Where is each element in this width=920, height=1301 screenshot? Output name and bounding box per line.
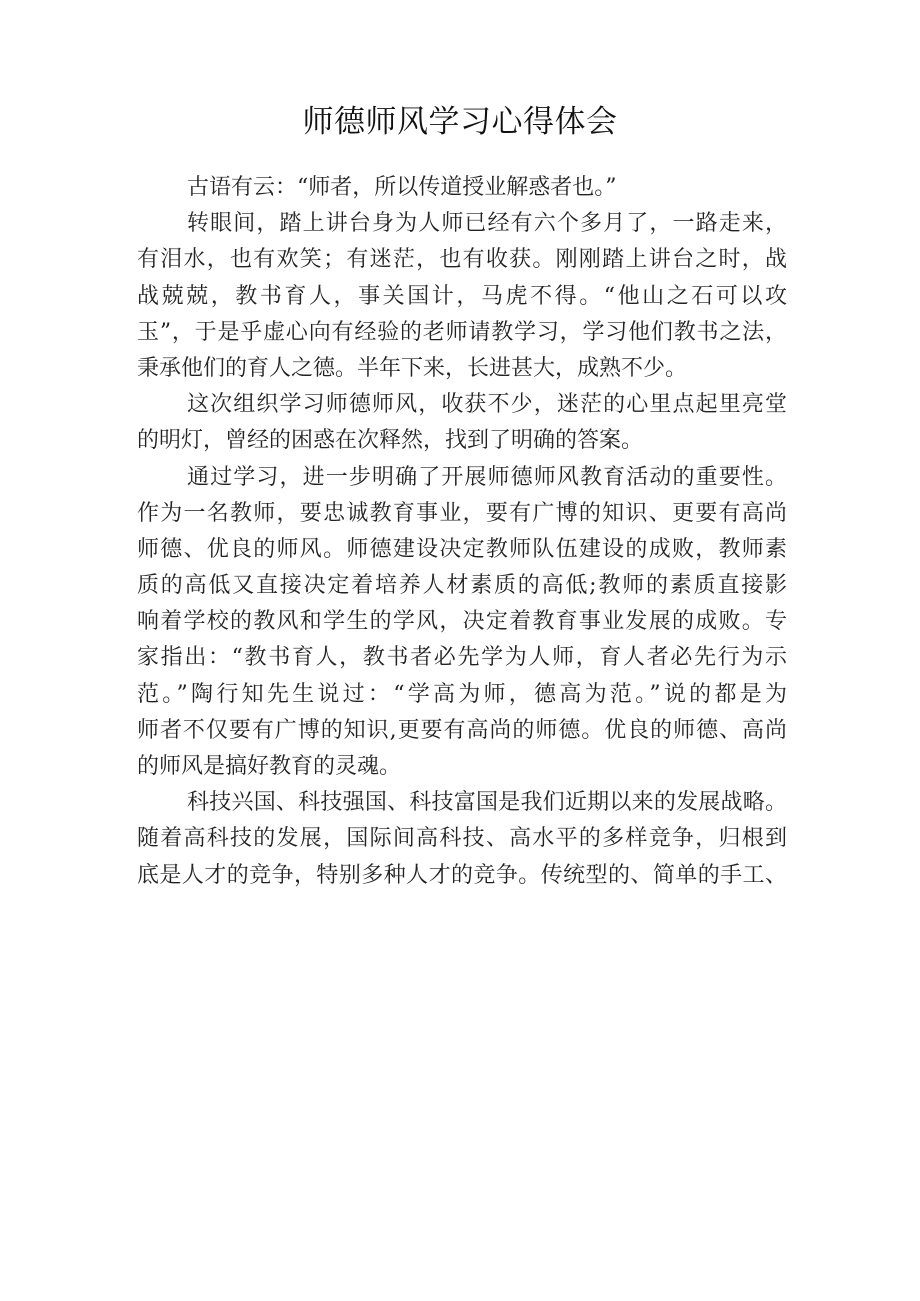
body-line: 的师风是搞好教育的灵魂。 <box>137 754 402 779</box>
body-line: 的明灯，曾经的困惑在次释然，找到了明确的答案。 <box>137 428 644 454</box>
body-line: 响着学校的教风和学生的学风，决定着教育事业发展的成败。专 <box>137 609 787 635</box>
body-line: 底是人才的竞争，特别多种人才的竞争。传统型的、简单的手工、 <box>137 862 787 888</box>
body-line: 作为一名教师，要忠诚教育事业，要有广博的知识、更要有高尚 <box>137 500 787 526</box>
document-title: 师德师风学习心得体会 <box>302 104 618 140</box>
body-line: 有泪水，也有欢笑；有迷茫，也有收获。刚刚踏上讲台之时，战 <box>137 247 787 273</box>
body-line: 随着高科技的发展，国际间高科技、高水平的多样竞争，归根到 <box>137 826 787 852</box>
body-line: 科技兴国、科技强国、科技富国是我们近期以来的发展战略。 <box>187 790 787 816</box>
body-line: 家指出：“教书育人，教书者必先学为人师，育人者必先行为示 <box>137 645 787 671</box>
body-line: 师德、优良的师风。师德建设决定教师队伍建设的成败，教师素 <box>137 536 787 562</box>
body-line: 通过学习，进一步明确了开展师德师风教育活动的重要性。 <box>187 464 787 490</box>
body-line: 战兢兢，教书育人，事关国计，马虎不得。“他山之石可以攻 <box>137 283 787 309</box>
body-line: 古语有云：“师者，所以传道授业解惑者也。” <box>187 175 617 200</box>
body-line: 师者不仅要有广博的知识,更要有高尚的师德。优良的师德、高尚 <box>137 717 787 743</box>
body-line: 范。”陶行知先生说过：“学高为师，德高为范。”说的都是为 <box>137 681 787 707</box>
body-line: 玉”，于是乎虚心向有经验的老师请教学习，学习他们教书之法， <box>137 319 787 345</box>
body-line: 转眼间，踏上讲台身为人师已经有六个多月了，一路走来， <box>187 211 787 237</box>
body-line: 质的高低又直接决定着培养人材素质的高低;教师的素质直接影 <box>137 573 787 599</box>
body-line: 这次组织学习师德师风，收获不少，迷茫的心里点起里亮堂 <box>187 392 787 418</box>
document-body <box>137 170 787 894</box>
body-line: 秉承他们的育人之德。半年下来，长进甚大，成熟不少。 <box>137 355 688 381</box>
